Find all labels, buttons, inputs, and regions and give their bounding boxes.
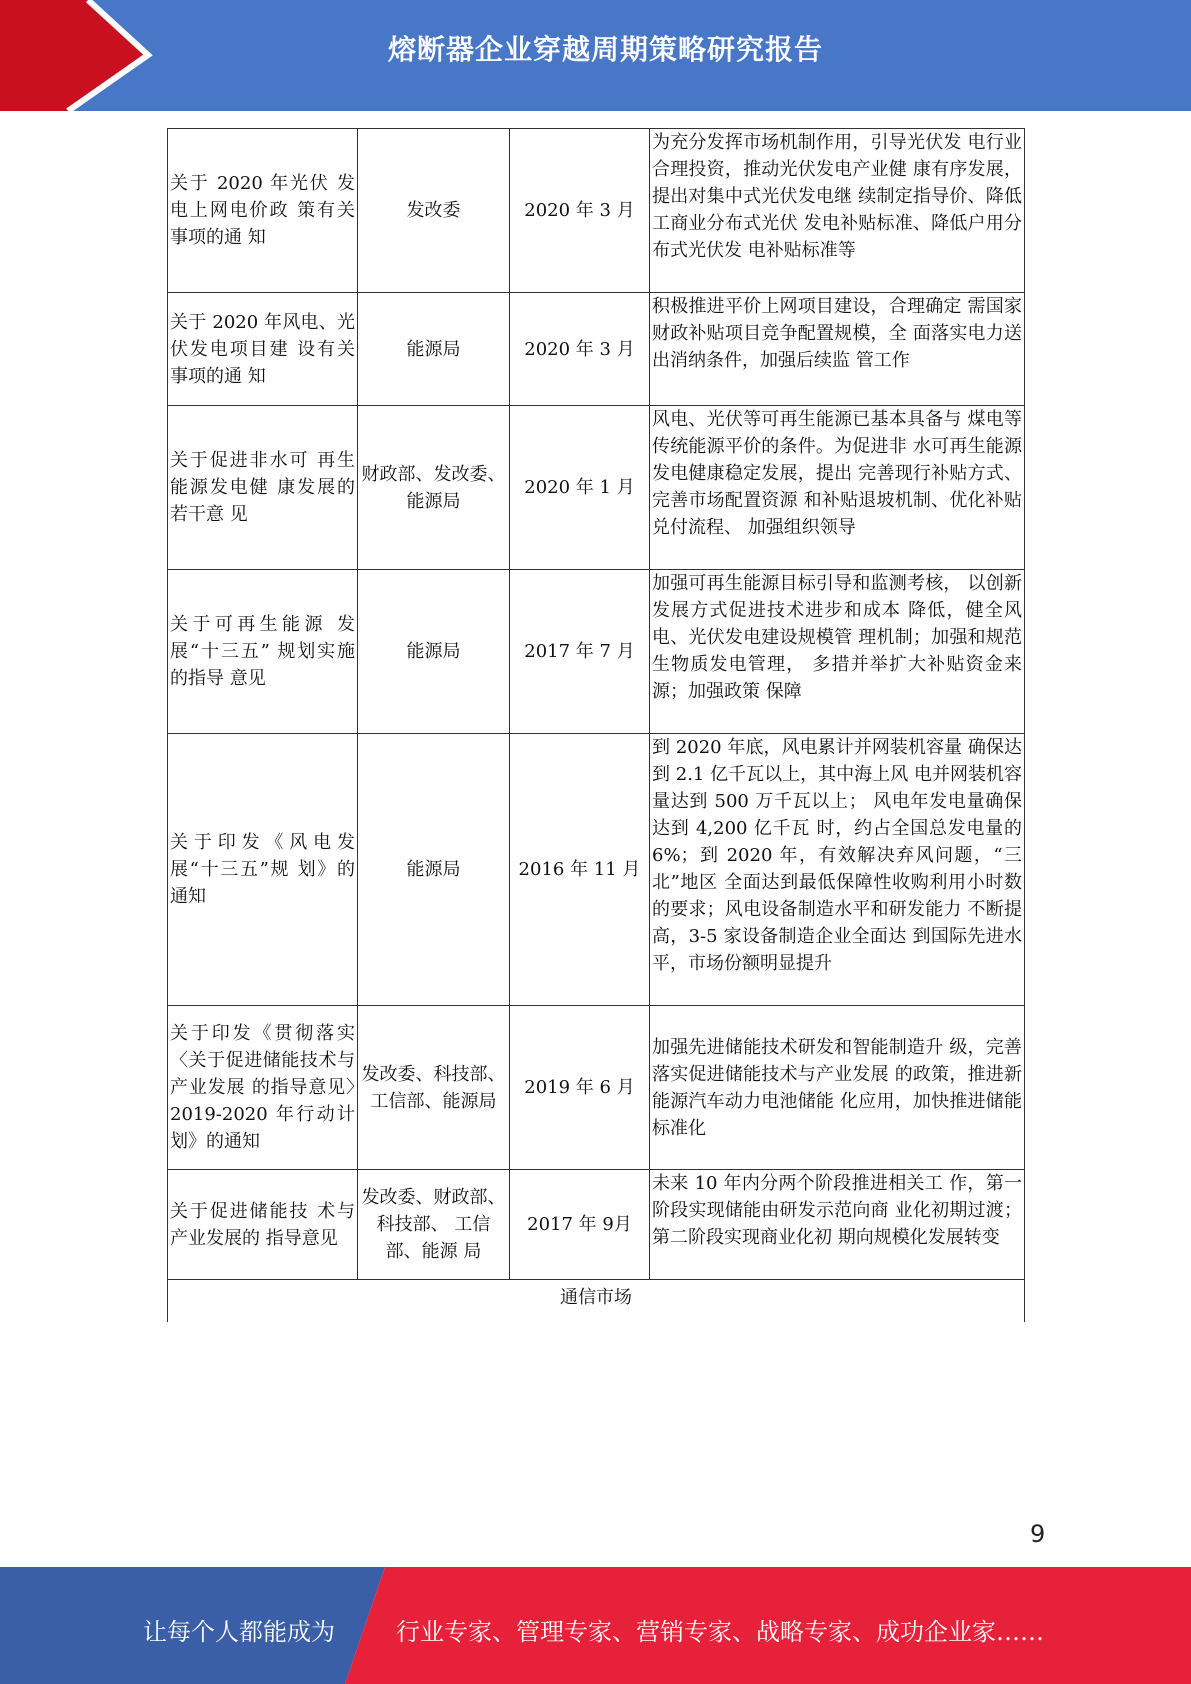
policy-content-cell: 到 2020 年底，风电累计并网装机容量 确保达到 2.1 亿千瓦以上，其中海上风 电并网装机容量达到 500 万千瓦以上； 风电年发电量确保达到 4,200 亿千瓦 时，约占全国总发电量的 6%；到 2020 年，有效解决弃风问题，“三北”地区 全面达到最低保障性收购利用小时数 的要求；风电设备制造水平和研发能力 不断提高，3-5 家设备制造企业全面达 到国际先进水平，市场份额明显提升 xyxy=(650,734,1025,1006)
policy-content-cell: 为充分发挥市场机制作用，引导光伏发 电行业合理投资，推动光伏发电产业健 康有序发展，提出对集中式光伏发电继 续制定指导价、降低工商业分布式光伏 发电补贴标准、降低户用分布式光伏发 电补贴标准等 xyxy=(650,129,1025,293)
report-title: 熔断器企业穿越周期策略研究报告 xyxy=(387,33,823,66)
table-row xyxy=(168,406,1025,570)
policy-name-cell: 关于促进非水可 再生能源发电健 康发展的若干意 见 xyxy=(168,406,358,570)
policy-content-cell: 加强先进储能技术研发和智能制造升 级，完善落实促进储能技术与产业发展 的政策，推进新能源汽车动力电池储能 化应用，加快推进储能标准化 xyxy=(650,1006,1025,1170)
issuing-dept-cell: 财政部、发改委、能源局 xyxy=(358,406,510,570)
section-label-communication-market: 通信市场 xyxy=(168,1280,1025,1323)
table-row xyxy=(168,1006,1025,1170)
policy-name-cell: 关于印发《贯彻落实〈关于促进储能技术与产业发展 的指导意见〉2019-2020 年行动计划》的通知 xyxy=(168,1006,358,1170)
issue-date-cell: 2020 年 1 月 xyxy=(510,406,650,570)
policy-content-cell: 积极推进平价上网项目建设，合理确定 需国家财政补贴项目竞争配置规模，全 面落实电力送出消纳条件，加强后续监 管工作 xyxy=(650,293,1025,406)
table-row xyxy=(168,129,1025,293)
issuing-dept-cell: 能源局 xyxy=(358,293,510,406)
policy-content-cell: 未来 10 年内分两个阶段推进相关工 作，第一阶段实现储能由研发示范向商 业化初期过渡；第二阶段实现商业化初 期向规模化发展转变 xyxy=(650,1170,1025,1280)
issue-date-cell: 2019 年 6 月 xyxy=(510,1006,650,1170)
issuing-dept-cell: 能源局 xyxy=(358,570,510,734)
policy-name-cell: 关于印发《风电发展“十三五”规 划》的通知 xyxy=(168,734,358,1006)
issue-date-cell: 2017 年 7 月 xyxy=(510,570,650,734)
issuing-dept-cell: 发改委、科技部、工信部、能源局 xyxy=(358,1006,510,1170)
issuing-dept-cell: 发改委、财政部、科技部、 工信部、能源 局 xyxy=(358,1170,510,1280)
table-row xyxy=(168,570,1025,734)
issuing-dept-cell: 能源局 xyxy=(358,734,510,1006)
policy-name-cell: 关于促进储能技 术与产业发展的 指导意见 xyxy=(168,1170,358,1280)
footer-slogan-right: 行业专家、管理专家、营销专家、战略专家、成功企业家…… xyxy=(396,1618,1044,1646)
policy-content-cell: 风电、光伏等可再生能源已基本具备与 煤电等传统能源平价的条件。为促进非 水可再生能源发电健康稳定发展，提出 完善现行补贴方式、完善市场配置资源 和补贴退坡机制、优化补贴兑付流程、 加强组织领导 xyxy=(650,406,1025,570)
issue-date-cell: 2020 年 3 月 xyxy=(510,129,650,293)
policy-name-cell: 关于可再生能源 发展“十三五” 规划实施的指导 意见 xyxy=(168,570,358,734)
page-footer xyxy=(0,1567,1191,1684)
policy-table xyxy=(167,128,1025,1322)
policy-name-cell: 关于 2020 年光伏 发电上网电价政 策有关事项的通 知 xyxy=(168,129,358,293)
table-section-row xyxy=(168,1280,1025,1323)
policy-name-cell: 关于 2020 年风电、光伏发电项目建 设有关事项的通 知 xyxy=(168,293,358,406)
issue-date-cell: 2017 年 9月 xyxy=(510,1170,650,1280)
table-row xyxy=(168,1170,1025,1280)
issue-date-cell: 2020 年 3 月 xyxy=(510,293,650,406)
table-row xyxy=(168,734,1025,1006)
issuing-dept-cell: 发改委 xyxy=(358,129,510,293)
policy-content-cell: 加强可再生能源目标引导和监测考核， 以创新发展方式促进技术进步和成本 降低，健全风电、光伏发电建设规模管 理机制；加强和规范生物质发电管理， 多措并举扩大补贴资金来源；加强政策 保障 xyxy=(650,570,1025,734)
table-row xyxy=(168,293,1025,406)
page-number: 9 xyxy=(1030,1520,1046,1548)
issue-date-cell: 2016 年 11 月 xyxy=(510,734,650,1006)
footer-slogan-left: 让每个人都能成为 xyxy=(143,1618,335,1646)
page-header xyxy=(0,0,1191,111)
